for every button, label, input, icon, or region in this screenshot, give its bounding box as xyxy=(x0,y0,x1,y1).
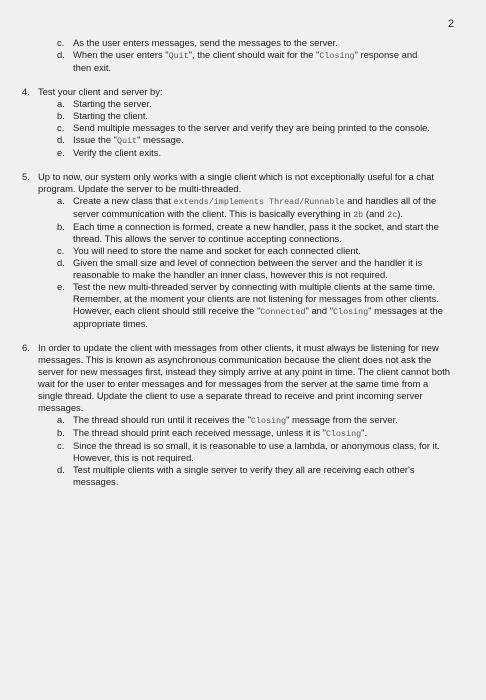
section-gap xyxy=(0,74,486,86)
inline-code: Closing xyxy=(333,307,369,317)
list-item-text xyxy=(73,98,455,110)
inline-code: Quit xyxy=(168,51,189,61)
section-gap xyxy=(0,159,486,171)
sub-list-item xyxy=(57,134,455,147)
inline-code: 2b xyxy=(353,210,364,220)
list-marker: d. xyxy=(57,49,65,60)
list-item-text xyxy=(38,342,452,414)
text-run: When the user enters " xyxy=(73,49,169,60)
list-marker: d. xyxy=(57,134,65,145)
list-item-text xyxy=(73,147,455,159)
list-marker: 5. xyxy=(22,171,30,182)
list-marker: a. xyxy=(57,195,65,206)
inline-code: 2c xyxy=(387,210,398,220)
text-run: " message from the server. xyxy=(286,414,398,425)
sub-list-item xyxy=(57,110,455,122)
sub-list-item xyxy=(57,221,455,245)
list-item-text xyxy=(73,440,455,464)
text-run: " messages at the appropriate times. xyxy=(73,305,443,329)
inline-code: Closing xyxy=(319,51,355,61)
list-item-text xyxy=(73,122,455,134)
inline-code: Quit xyxy=(116,136,138,146)
text-run: As the user enters messages, send the messages to the server. xyxy=(73,37,338,48)
list-marker: 4. xyxy=(22,86,30,97)
sub-list-item xyxy=(57,147,455,159)
list-marker: a. xyxy=(57,414,65,425)
text-run: Given the small size and level of connection between the server and the handler it is reasonable to make the handler an inner class, however this is not required. xyxy=(73,257,423,280)
text-run: and handles all of the server communication with the client. This is basically everything in xyxy=(73,195,437,219)
list-item-text xyxy=(73,37,437,49)
list-item-text xyxy=(73,110,455,122)
inline-code: Closing xyxy=(250,416,287,426)
numbered-section xyxy=(22,171,452,195)
numbered-section xyxy=(22,86,452,98)
list-marker: 6. xyxy=(22,342,30,353)
text-run: Test your client and server by: xyxy=(38,86,163,97)
section-gap xyxy=(0,330,486,342)
inline-code: Connected xyxy=(260,307,306,317)
text-run: Issue the " xyxy=(73,134,117,145)
list-marker: d. xyxy=(57,257,65,268)
text-run: Create a new class that xyxy=(73,195,174,206)
list-marker: b. xyxy=(57,427,65,438)
inline-code: Closing xyxy=(325,429,362,439)
list-item-text xyxy=(73,245,455,257)
text-run: Up to now, our system only works with a single client which is not exceptionally useful for a chat program. Update the server to be multi-threaded. xyxy=(38,171,435,194)
text-run: Since the thread is so small, it is reasonable to use a lambda, or anonymous class, for it. However, this is not required. xyxy=(73,440,440,463)
sub-list-item xyxy=(57,427,455,440)
list-item-text xyxy=(73,464,455,488)
list-item-text xyxy=(73,281,455,330)
list-marker: e. xyxy=(57,147,65,158)
text-run: The thread should print each received message, unless it is " xyxy=(73,427,326,438)
sub-list-item xyxy=(57,440,455,464)
text-run: " message. xyxy=(137,134,184,145)
text-run: Starting the server. xyxy=(73,98,152,109)
list-marker: d. xyxy=(57,464,65,475)
inline-code: extends/implements Thread/Runnable xyxy=(173,197,345,207)
list-item-text xyxy=(73,257,455,281)
list-item-text xyxy=(38,86,452,98)
numbered-section xyxy=(22,342,452,414)
list-marker: c. xyxy=(57,37,65,48)
sub-list-item xyxy=(57,245,455,257)
text-run: The thread should run until it receives the " xyxy=(73,414,251,425)
list-marker: b. xyxy=(57,110,65,121)
text-run: In order to update the client with messages from other clients, it must always be listening for new messages. This is known as asynchronous communication because the client does not ask the server for new messages first, instead they simply arrive at any point in time. The client cannot both wait for the user to enter messages and for messages from the server at the same time from a single thread. Update the client to use a separate thread to receive and print incoming server messages. xyxy=(38,342,450,413)
text-run: " response and then exit. xyxy=(73,49,418,73)
list-item-text xyxy=(73,414,455,427)
list-marker: b. xyxy=(57,221,65,232)
sub-list-item xyxy=(57,195,455,221)
list-marker: a. xyxy=(57,98,65,109)
list-marker: c. xyxy=(57,245,65,256)
page-number: 2 xyxy=(448,18,455,30)
sub-list-item xyxy=(57,281,455,330)
text-run: ". xyxy=(361,427,368,438)
sub-list-item xyxy=(57,49,437,74)
list-marker: e. xyxy=(57,281,65,292)
text-run: (and xyxy=(363,208,388,219)
sub-list-item xyxy=(57,98,455,110)
text-run: Test the new multi-threaded server by connecting with multiple clients at the same time. Remember, at the moment your clients are not listening for messages from other clients. However, each client should still receive the " xyxy=(73,281,439,316)
text-run: ). xyxy=(397,208,403,219)
list-item-text xyxy=(73,49,437,74)
text-run: Send multiple messages to the server and verify they are being printed to the console. xyxy=(73,122,430,133)
text-run: Verify the client exits. xyxy=(73,147,162,158)
list-item-text xyxy=(73,134,455,147)
sub-list-item xyxy=(57,464,455,488)
text-run: Starting the client. xyxy=(73,110,149,121)
text-run: Each time a connection is formed, create a new handler, pass it the socket, and start the thread. This allows the server to continue accepting connections. xyxy=(73,221,439,244)
sub-list-item xyxy=(57,257,455,281)
list-marker: c. xyxy=(57,122,65,133)
text-run: ", the client should wait for the " xyxy=(188,49,320,60)
text-run: Test multiple clients with a single server to verify they all are receiving each other's messages. xyxy=(73,464,415,487)
text-run: " and " xyxy=(305,305,334,316)
list-marker: c. xyxy=(57,440,65,451)
list-item-text xyxy=(73,195,455,221)
text-run: You will need to store the name and socket for each connected client. xyxy=(73,245,361,256)
list-item-text xyxy=(73,221,455,245)
sub-list-item xyxy=(57,122,455,134)
list-item-text xyxy=(73,427,455,440)
sub-list-item xyxy=(57,414,455,427)
list-item-text xyxy=(38,171,452,195)
sub-list-item xyxy=(57,37,437,49)
document-body xyxy=(0,37,486,488)
